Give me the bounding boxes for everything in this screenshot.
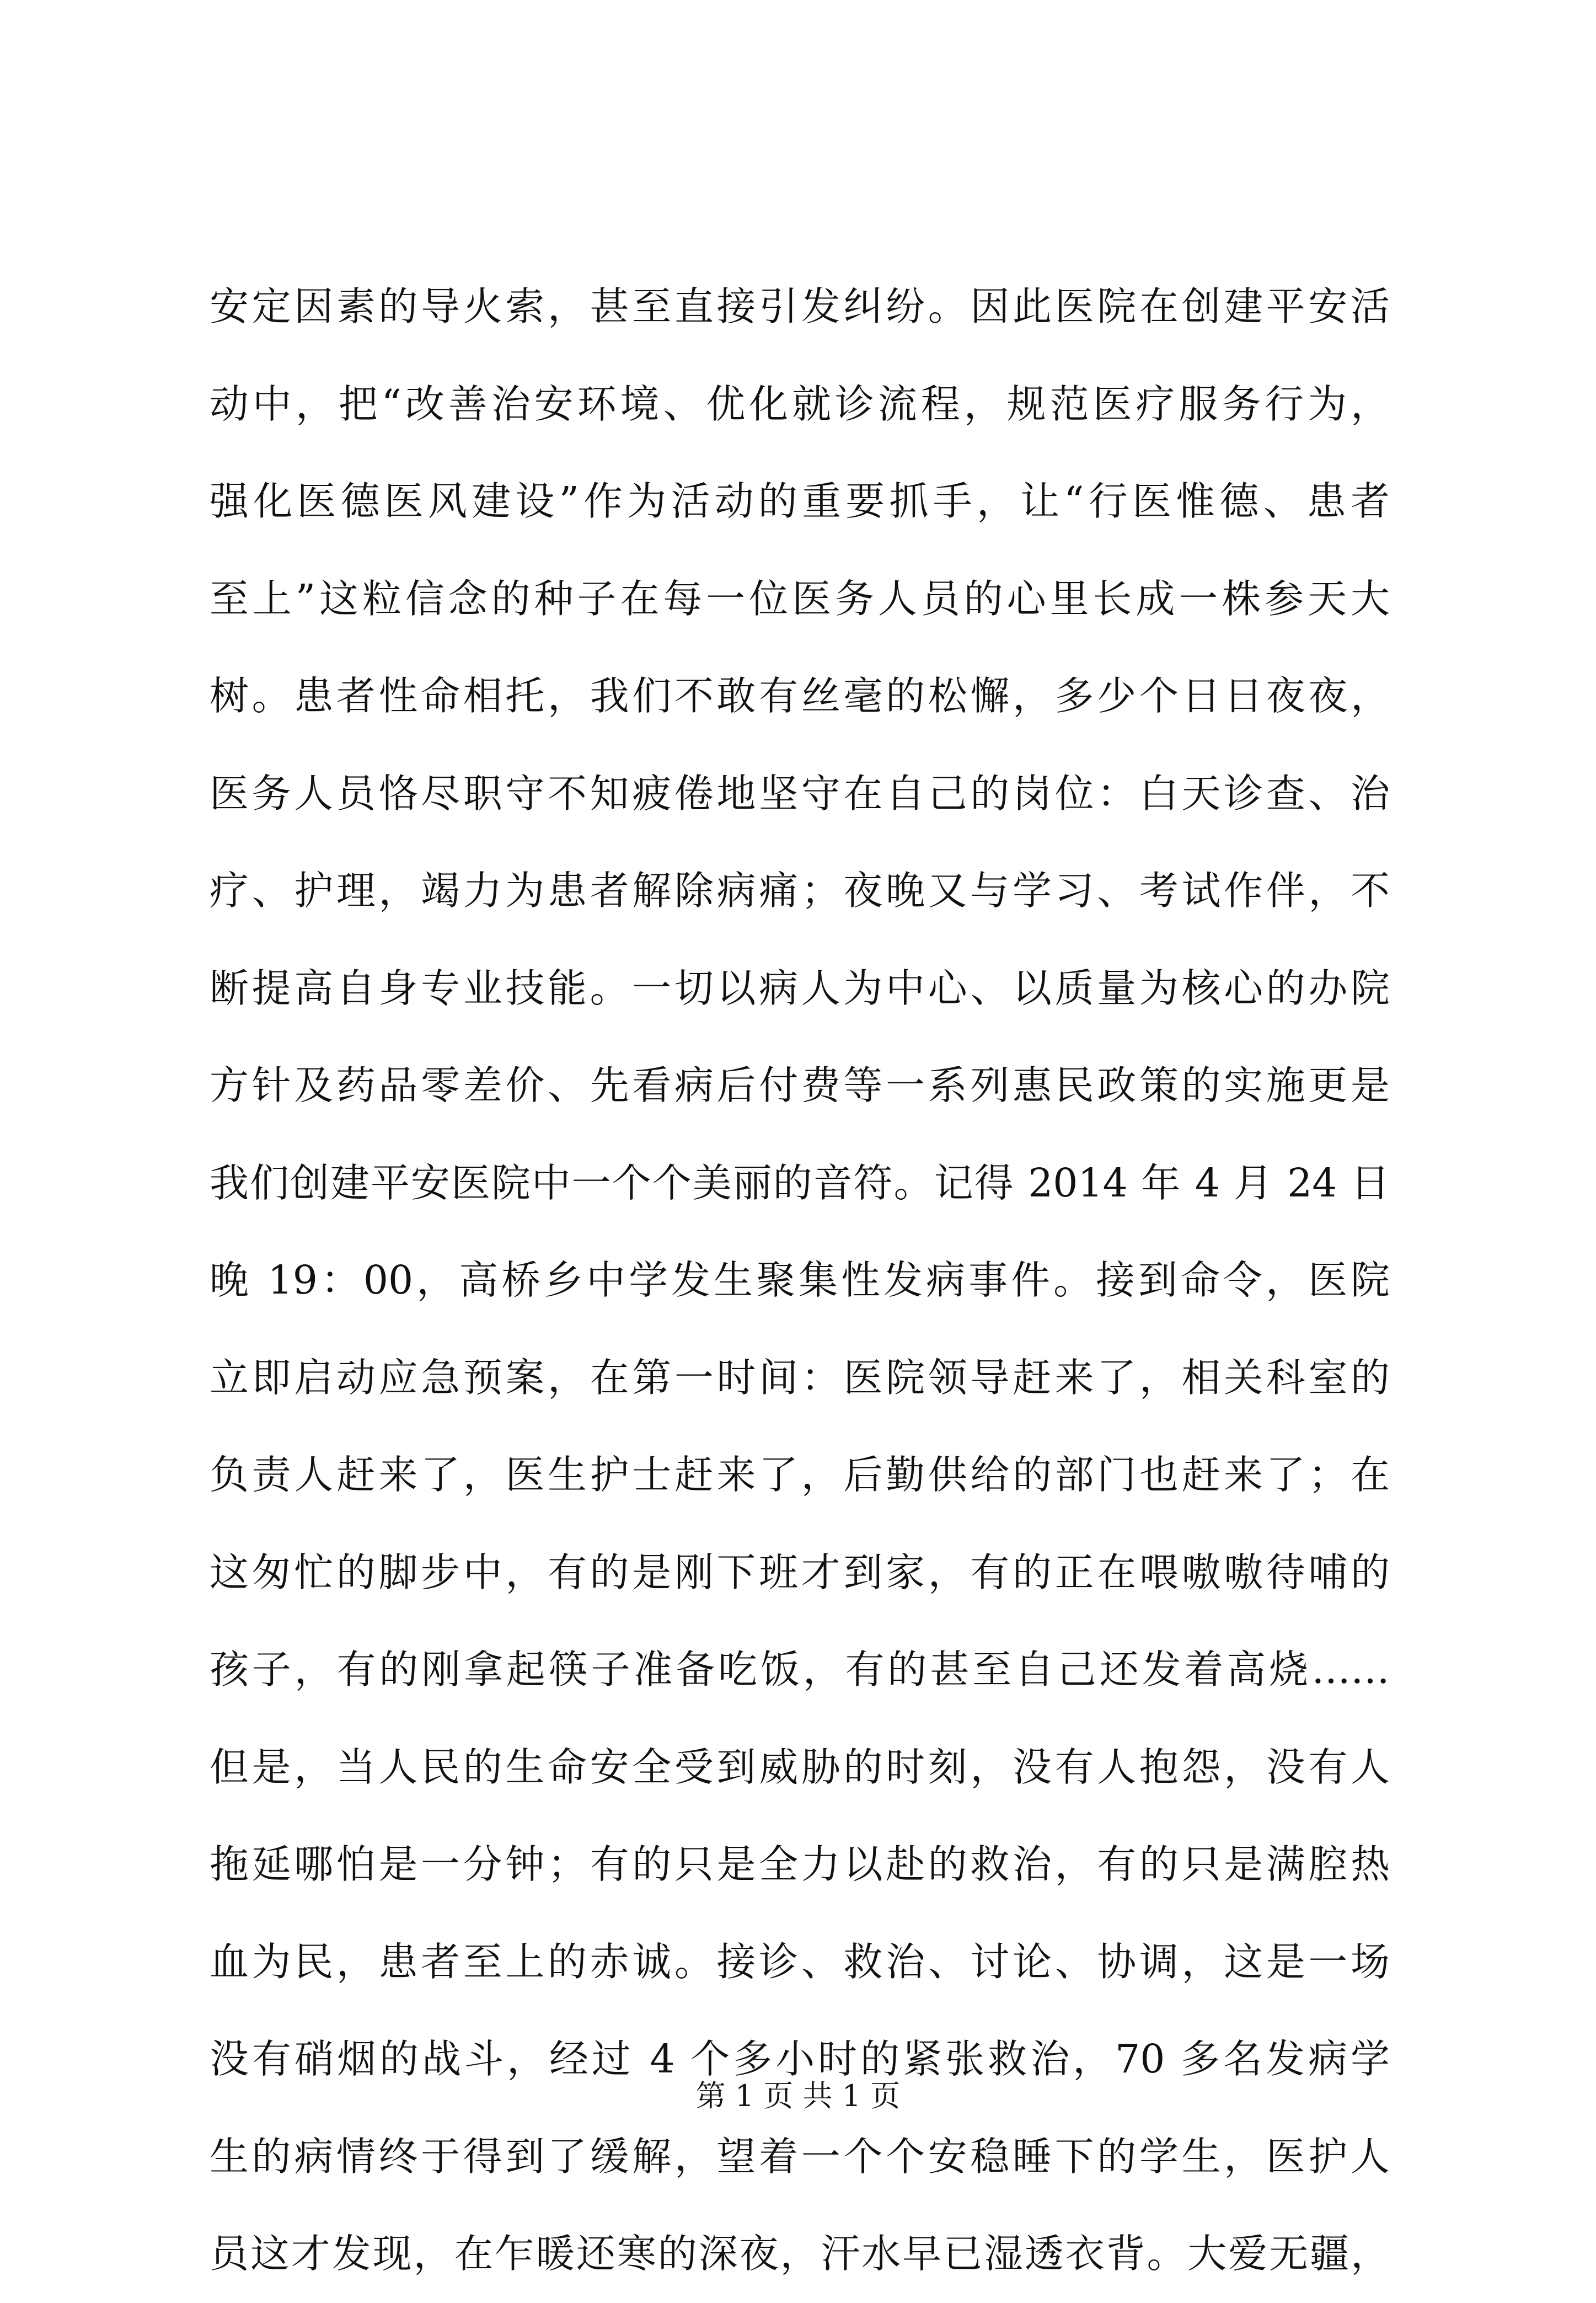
text-line-9: 方针及药品零差价、先看病后付费等一系列惠民政策的实施更是 (210, 1062, 1390, 1108)
text-line-15: 孩子，有的刚拿起筷子准备吃饭，有的甚至自己还发着高烧…… (210, 1647, 1390, 1692)
text-line-17: 拖延哪怕是一分钟；有的只是全力以赴的救治，有的只是满腔热 (210, 1841, 1390, 1887)
text-line-13: 负责人赶来了，医生护士赶来了，后勤供给的部门也赶来了；在 (210, 1452, 1390, 1498)
text-line-4: 至上”这粒信念的种子在每一位医务人员的心里长成一株参天大 (210, 575, 1390, 622)
body-text (210, 258, 1390, 2303)
text-line-12: 立即启动应急预案，在第一时间：医院领导赶来了，相关科室的 (210, 1354, 1390, 1401)
text-line-11: 晚 19：00，高桥乡中学发生聚集性发病事件。接到命令，医院 (210, 1257, 1390, 1303)
text-line-3: 强化医德医风建设”作为活动的重要抓手，让“行医惟德、患者 (210, 478, 1390, 524)
text-line-1: 安定因素的导火索，甚至直接引发纠纷。因此医院在创建平安活 (210, 284, 1390, 329)
text-line-16: 但是，当人民的生命安全受到威胁的时刻，没有人抱怨，没有人 (210, 1744, 1390, 1790)
text-line-21: 员这才发现，在乍暖还寒的深夜，汗水早已湿透衣背。大爱无疆， (210, 2231, 1390, 2277)
text-line-10: 我们创建平安医院中一个个美丽的音符。记得 2014 年 4 月 24 日 (210, 1159, 1390, 1206)
text-line-5: 树。患者性命相托，我们不敢有丝毫的松懈，多少个日日夜夜， (210, 673, 1390, 719)
text-line-20: 生的病情终于得到了缓解，望着一个个安稳睡下的学生，医护人 (210, 2133, 1390, 2179)
text-line-2: 动中，把“改善治安环境、优化就诊流程，规范医疗服务行为， (210, 381, 1390, 427)
text-line-18: 血为民，患者至上的赤诚。接诊、救治、讨论、协调，这是一场 (210, 1938, 1390, 1985)
text-line-14: 这匆忙的脚步中，有的是刚下班才到家，有的正在喂嗷嗷待哺的 (210, 1549, 1390, 1595)
text-line-8: 断提高自身专业技能。一切以病人为中心、以质量为核心的办院 (210, 965, 1390, 1011)
text-line-7: 疗、护理，竭力为患者解除病痛；夜晚又与学习、考试作伴，不 (210, 868, 1390, 913)
page-number-label: 第 1 页 共 1 页 (695, 2078, 901, 2113)
text-line-19: 没有硝烟的战斗，经过 4 个多小时的紧张救治，70 多名发病学 (210, 2036, 1390, 2082)
text-line-6: 医务人员恪尽职守不知疲倦地坚守在自己的岗位：白天诊查、治 (210, 770, 1390, 816)
page-footer (0, 2077, 1596, 2115)
